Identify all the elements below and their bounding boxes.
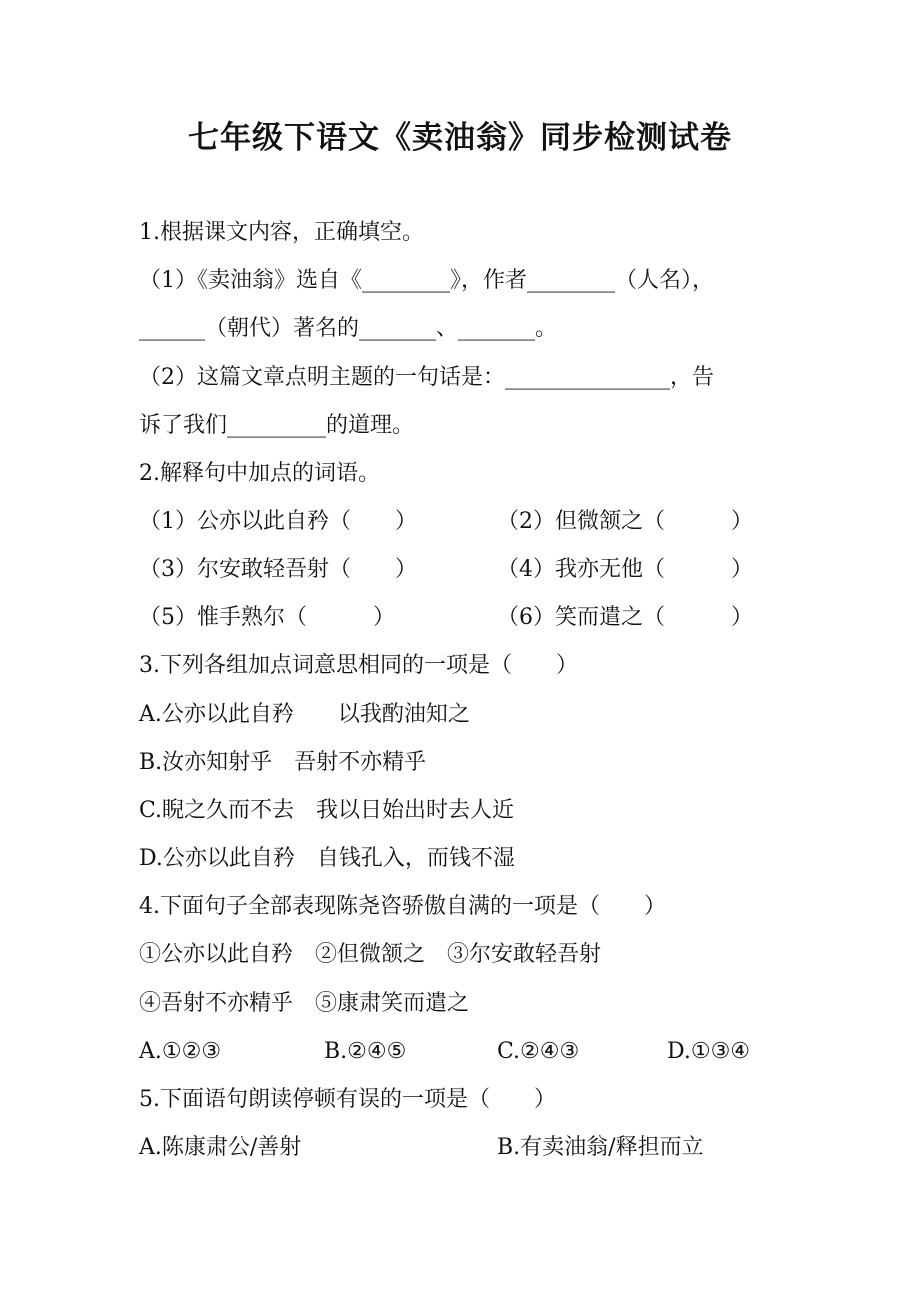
question-1-part-1-line-1: （1）《卖油翁》选自《________》，作者________（人名）， [139,268,714,293]
question-4-sentences-line-2: ④吾射不亦精乎 ⑤康肃笑而遣之 [139,991,470,1016]
question-3-option-a: A.公亦以此自矜 以我酌油知之 [139,702,470,727]
question-3-option-c: C.睨之久而不去 我以日始出时去人近 [139,798,515,823]
question-1-part-2-line-2: 诉了我们_________的道理。 [139,413,415,438]
question-5-option-b: B.有卖油翁/释担而立 [497,1135,704,1160]
question-2-item-2: （2）但微颔之（ ） [497,509,753,534]
page-title: 七年级下语文《卖油翁》同步检测试卷 [188,120,732,156]
question-1-part-1-line-2: ______（朝代）著名的_______、_______。 [139,316,558,341]
question-2-item-5: （5）惟手熟尔（ ） [139,605,395,630]
question-4-option-a: A.①②③ [139,1039,222,1064]
question-5-stem: 5.下面语句朗读停顿有误的一项是（ ） [139,1087,556,1112]
question-2-item-1: （1）公亦以此自矜（ ） [139,509,417,534]
question-2-item-6: （6）笑而遣之（ ） [497,605,753,630]
question-4-stem: 4.下面句子全部表现陈尧咨骄傲自满的一项是（ ） [139,894,666,919]
question-1-part-2-line-1: （2）这篇文章点明主题的一句话是：_______________，告 [139,365,714,390]
question-3-stem: 3.下列各组加点词意思相同的一项是（ ） [139,653,578,678]
question-2-item-3: （3）尔安敢轻吾射（ ） [139,557,417,582]
question-4-sentences-line-1: ①公亦以此自矜 ②但微颔之 ③尔安敢轻吾射 [139,942,602,967]
question-4-option-c: C.②④③ [497,1039,580,1064]
question-4-option-b: B.②④⑤ [324,1039,407,1064]
question-5-option-a: A.陈康肃公/善射 [139,1135,302,1160]
question-1-stem: 1.根据课文内容，正确填空。 [139,220,424,245]
question-4-option-d: D.①③④ [667,1039,751,1064]
question-3-option-d: D.公亦以此自矜 自钱孔入，而钱不湿 [139,846,515,871]
question-2-stem: 2.解释句中加点的词语。 [139,461,380,486]
question-2-item-4: （4）我亦无他（ ） [497,557,753,582]
question-3-option-b: B.汝亦知射乎 吾射不亦精乎 [139,750,427,775]
